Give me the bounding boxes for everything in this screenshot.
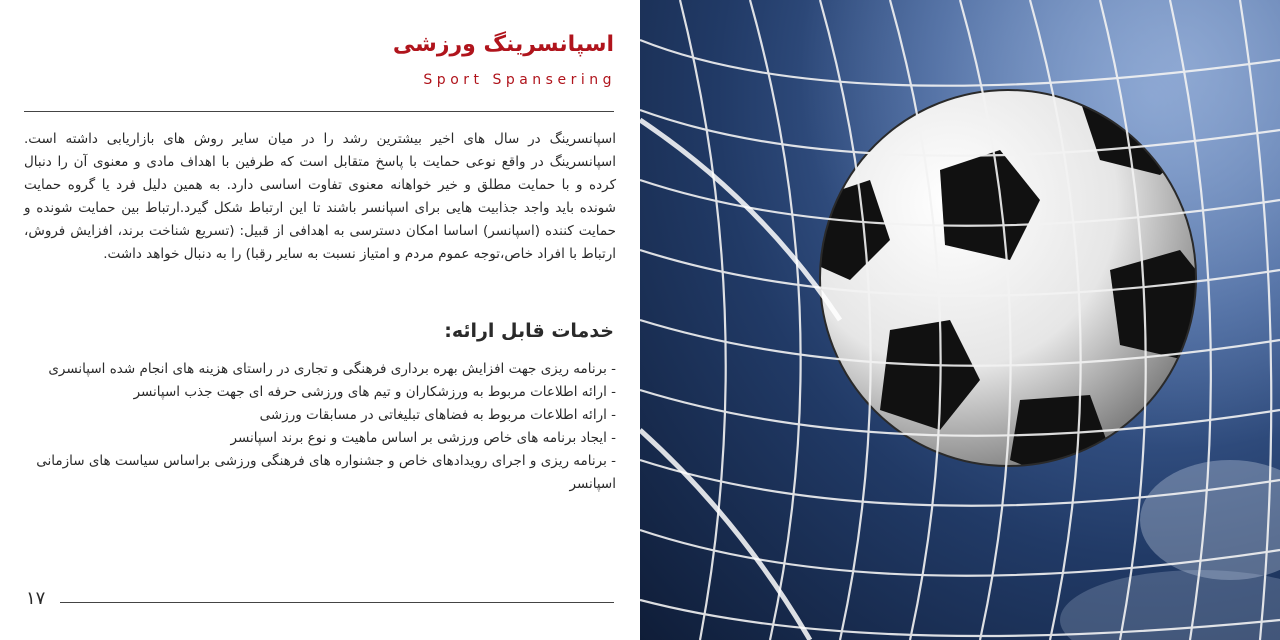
page-number: ۱۷ xyxy=(26,588,46,609)
list-item: - برنامه ریزی و اجرای رویدادهای خاص و جشنواره های فرهنگی ورزشی براساس سیاست های سازمانی اسپانسر xyxy=(36,453,616,492)
page-title: اسپانسرینگ ورزشی xyxy=(392,32,614,57)
header-divider xyxy=(24,111,614,112)
list-item: - ارائه اطلاعات مربوط به فضاهای تبلیغاتی در مسابقات ورزشی xyxy=(259,407,616,423)
list-item: - ایجاد برنامه های خاص ورزشی بر اساس ماهیت و نوع برند اسپانسر xyxy=(230,430,616,446)
photo-soccer-ball-net xyxy=(640,0,1280,640)
list-item: - ارائه اطلاعات مربوط به ورزشکاران و تیم های ورزشی حرفه ای جهت جذب اسپانسر xyxy=(133,384,616,400)
list-item: - برنامه ریزی جهت افزایش بهره برداری فرهنگی و تجاری در راستای هزینه های انجام شده اسپانسری xyxy=(48,361,616,377)
footer-divider xyxy=(60,602,614,603)
services-list xyxy=(24,358,616,496)
intro-paragraph: اسپانسرینگ در سال های اخیر بیشترین رشد را در میان سایر روش های بازاریابی داشته است. اسپانسرینگ در واقع نوعی حمایت با پاسخ متقابل است که طرفین با اهداف مادی و معنوی آن را دنبال کرده و با حمایت مطلق و خیر خواهانه معنوی تفاوت اساسی دارد. به همین دلیل فرد یا گروه حمایت شونده باید واجد جذابیت هایی برای اسپانسر باشند تا این ارتباط شکل گیرد.ارتباط بین حمایت شونده و حمایت کننده (اسپانسر) اساسا امکان دسترسی به اهدافی از قبیل: (تسریع شناخت برند، افزایش فروش، ارتباط با افراد خاص،توجه عموم مردم و امتیاز نسبت به سایر رقبا) را به دنبال خواهد داشت. xyxy=(24,131,616,262)
soccer-ball-illustration xyxy=(640,0,1280,640)
page-subtitle-english: Sport Spansering xyxy=(423,72,616,88)
services-heading: خدمات قابل ارائه: xyxy=(444,320,614,342)
